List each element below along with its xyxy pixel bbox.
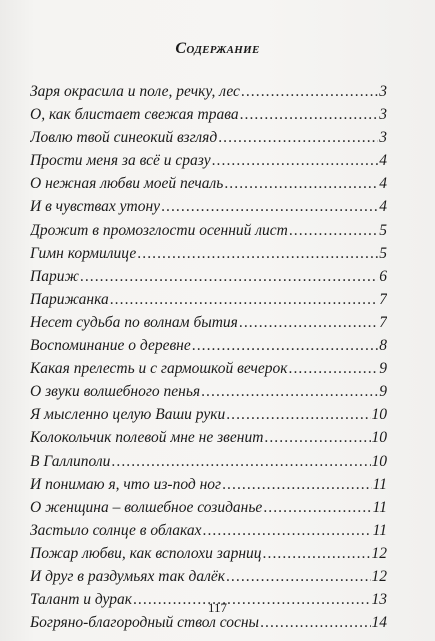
toc-entry <box>30 496 387 519</box>
toc-dot-leader <box>212 149 379 172</box>
toc-entry-title: Талант и дурак <box>30 591 132 609</box>
toc-entry-page: 3 <box>379 129 387 147</box>
toc-entry-page: 10 <box>371 429 387 447</box>
toc-entry-title: Я мысленно целую Ваши руки <box>30 406 226 424</box>
toc-entry-page: 5 <box>379 244 387 262</box>
page-number: 117 <box>207 600 228 615</box>
toc-entry-title: О звуки волшебного пенья <box>30 383 201 401</box>
toc-dot-leader <box>111 450 370 473</box>
toc-entry-page: 4 <box>379 198 387 216</box>
toc-entry-page: 11 <box>372 498 387 516</box>
toc-entry-page: 12 <box>371 567 387 585</box>
toc-entry-page: 7 <box>379 313 387 331</box>
toc-dot-leader <box>222 473 372 496</box>
toc-entry-page: 14 <box>371 614 387 632</box>
toc-entry-page: 5 <box>379 221 387 239</box>
toc-entry <box>30 334 387 357</box>
toc-entry <box>30 519 387 542</box>
toc-dot-leader <box>289 219 378 242</box>
toc-entry <box>30 565 387 588</box>
toc-dot-leader <box>239 311 378 334</box>
toc-entry-page: 11 <box>372 475 387 493</box>
toc-entry-page: 4 <box>379 175 387 193</box>
toc-entry <box>30 426 387 449</box>
toc-entry <box>30 357 387 380</box>
toc-entry <box>30 450 387 473</box>
toc-entry-page: 3 <box>379 106 387 124</box>
toc-entry-title: Ловлю твой синеокий взгляд <box>30 129 218 147</box>
toc-entry <box>30 149 387 172</box>
toc-dot-leader <box>241 80 378 103</box>
toc-dot-leader <box>226 403 370 426</box>
toc-entry-title: Прости меня за всё и сразу <box>30 152 211 170</box>
toc-entry <box>30 172 387 195</box>
toc-entry-title: И понимаю я, что из-под ног <box>30 475 222 493</box>
toc-entry-title: О нежная любви моей печаль <box>30 175 224 193</box>
toc-dot-leader <box>137 242 378 265</box>
toc-entry <box>30 311 387 334</box>
toc-entry <box>30 288 387 311</box>
toc-entry <box>30 473 387 496</box>
contents-heading: Содержание <box>175 40 260 57</box>
toc-dot-leader <box>226 565 371 588</box>
toc-dot-leader <box>161 195 378 218</box>
toc-entry-title: Парижанка <box>30 290 109 308</box>
toc-dot-leader <box>192 334 379 357</box>
toc-entry-title: И в чувствах утону <box>30 198 161 216</box>
toc-entry <box>30 219 387 242</box>
toc-entry-title: Застыло солнце в облаках <box>30 521 202 539</box>
toc-entry-title: О, как блистает свежая трава <box>30 106 239 124</box>
toc-entry-page: 7 <box>379 290 387 308</box>
toc-dot-leader <box>240 103 379 126</box>
toc-entry <box>30 195 387 218</box>
toc-entry-title: Заря окрасила и поле, речку, лес <box>30 83 240 100</box>
toc-entry <box>30 542 387 565</box>
toc-entry <box>30 126 387 149</box>
toc-entry <box>30 265 387 288</box>
toc-entry <box>30 380 387 403</box>
toc-entry-title: И друг в раздумьях так далёк <box>30 567 225 585</box>
toc-dot-leader <box>264 426 370 449</box>
toc-entry-page: 9 <box>379 360 387 378</box>
toc-dot-leader <box>110 288 379 311</box>
toc-entry-title: Воспоминание о деревне <box>30 337 191 355</box>
toc-entry-title: Гимн кормилице <box>30 244 137 262</box>
toc-entry-page: 13 <box>371 591 387 609</box>
toc-dot-leader <box>263 542 371 565</box>
toc-dot-leader <box>203 519 372 542</box>
toc-dot-leader <box>263 496 371 519</box>
toc-entry-title: Колокольчик полевой мне не звенит <box>30 429 264 447</box>
toc-entry-page: 10 <box>371 406 387 424</box>
toc-entry-page: 12 <box>371 544 387 562</box>
toc-entry-page: 4 <box>379 152 387 170</box>
toc-entry-page: 10 <box>371 452 387 470</box>
toc-dot-leader <box>80 265 378 288</box>
toc-entry <box>30 403 387 426</box>
toc-entry-title: Париж <box>30 267 79 285</box>
toc-dot-leader <box>218 126 378 149</box>
toc-entry <box>30 103 387 126</box>
toc-entry-title: Дрожит в промозглости осенний лист <box>30 221 288 239</box>
toc-entry-page: 3 <box>379 83 387 100</box>
toc-entry-title: Богряно-благородный ствол сосны <box>30 614 260 632</box>
toc-dot-leader <box>224 172 378 195</box>
toc-entry <box>30 242 387 265</box>
toc-dot-leader <box>289 357 379 380</box>
toc-entry-title: О женщина – волшебное созиданье <box>30 498 263 516</box>
toc-entry-title: Какая прелесть и с гармошкой вечерок <box>30 360 288 378</box>
toc-dot-leader <box>201 380 378 403</box>
toc-entry-title: В Галлиполи <box>30 452 111 470</box>
toc-entry <box>30 80 387 103</box>
toc-entry-title: Пожар любви, как всполохи зарниц <box>30 544 262 562</box>
toc-entry-page: 11 <box>372 521 387 539</box>
toc-entry-page: 9 <box>379 383 387 401</box>
toc-entry-page: 6 <box>379 267 387 285</box>
table-of-contents <box>30 80 387 634</box>
toc-entry-page: 8 <box>379 337 387 355</box>
toc-entry-title: Несет судьба по волнам бытия <box>30 313 238 331</box>
